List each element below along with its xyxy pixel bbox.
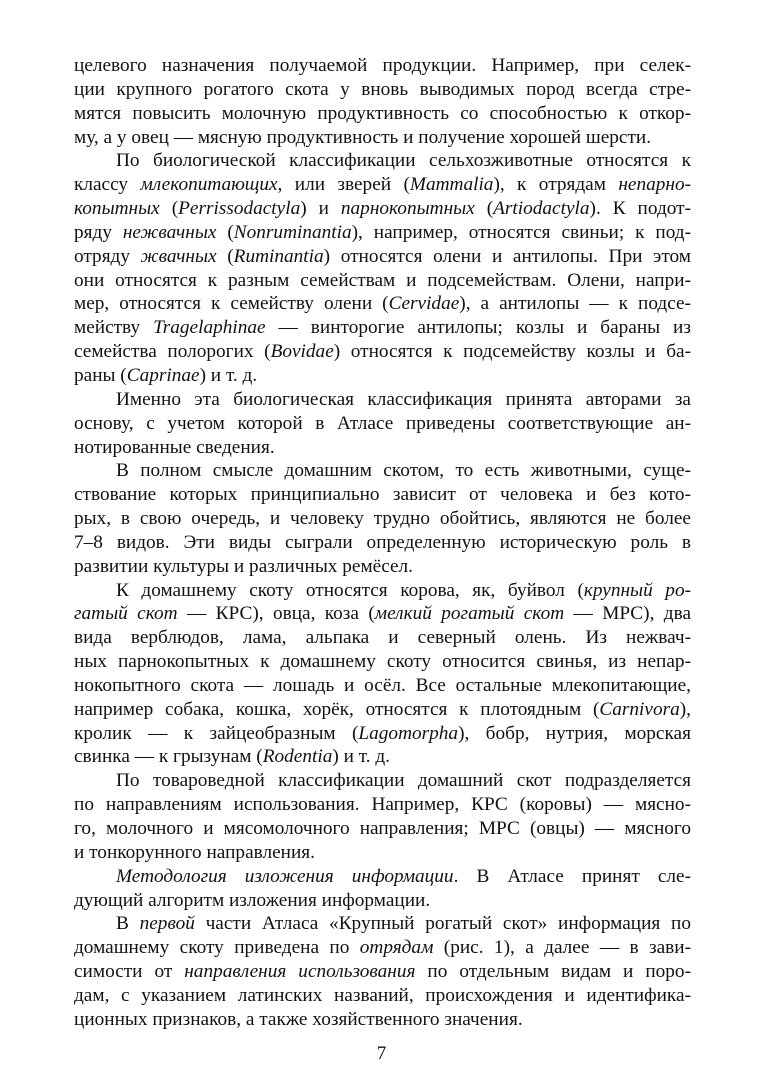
page-body: [74, 54, 691, 1032]
paragraph: [74, 579, 691, 770]
text-line: [74, 889, 691, 913]
text-run: ), бобр, нутрия, морская: [458, 722, 691, 744]
text-line: [74, 412, 691, 436]
text-line: [74, 221, 691, 245]
text-run: дующий алгоритм изложения информации.: [74, 889, 431, 911]
text-run: По биологической классификации сельхозживотные относятся к: [116, 150, 691, 172]
text-run: по отдельным видам и поро-: [415, 961, 691, 983]
text-run: — винторогие антилопы; козлы и бараны из: [265, 317, 691, 339]
text-line: [74, 865, 691, 889]
text-line: [74, 78, 691, 102]
italic-run: Rodentia: [262, 746, 333, 768]
text-line: [74, 483, 691, 507]
paragraph: [74, 388, 691, 460]
italic-run: Carnivora: [599, 698, 680, 720]
italic-run: направления использования: [184, 961, 416, 983]
text-run: части Атласа «Крупный рогатый скот» информация по: [194, 913, 691, 935]
text-run: (: [159, 198, 179, 220]
italic-run: жвачных: [140, 245, 217, 267]
italic-run: Artiodactyla: [493, 198, 590, 220]
italic-run: Bovidae: [270, 341, 334, 363]
text-run: ции крупного рогатого скота у вновь выводимых пород всегда стре-: [74, 78, 691, 100]
text-line: [74, 459, 691, 483]
text-line: [74, 340, 691, 364]
text-run: (: [216, 245, 234, 267]
italic-run: гатый скот: [74, 603, 178, 625]
text-run: 7–8 видов. Эти виды сыграли определенную историческую роль в: [74, 531, 691, 553]
text-run: ствование которых принципиально зависит от человека и без кото-: [74, 484, 691, 506]
text-run: ), а антилопы — к подсе-: [459, 293, 691, 315]
text-run: В: [116, 913, 140, 935]
text-line: [74, 102, 691, 126]
text-run: ) относятся олени и антилопы. При этом: [323, 245, 691, 267]
text-line: [74, 149, 691, 173]
text-run: симости от: [74, 961, 185, 983]
text-run: например собака, кошка, хорёк, относятся к плотоядным (: [74, 698, 600, 720]
text-line: [74, 126, 691, 150]
paragraph: [74, 912, 691, 1031]
text-run: мер, относятся к семейству олени (: [74, 293, 389, 315]
text-line: [74, 817, 691, 841]
text-line: [74, 269, 691, 293]
text-line: [74, 698, 691, 722]
text-line: [74, 984, 691, 1008]
text-run: ряду: [74, 221, 123, 243]
paragraph: [74, 54, 691, 149]
text-run: ) и т. д.: [332, 746, 390, 768]
text-run: классу: [74, 174, 141, 196]
italic-run: мелкий рогатый скот: [374, 603, 565, 625]
text-run: ) относятся к подсемейству козлы и ба-: [333, 341, 691, 363]
text-run: . В Атласе принят сле-: [453, 865, 691, 887]
text-run: кролик — к зайцеобразным (: [74, 722, 359, 744]
text-line: [74, 316, 691, 340]
text-run: дам, с указанием латинских названий, происхождения и идентифика-: [74, 984, 691, 1006]
text-line: [74, 1008, 691, 1032]
text-line: [74, 745, 691, 769]
text-run: свинка — к грызунам (: [74, 746, 263, 768]
text-line: [74, 54, 691, 78]
text-run: целевого назначения получаемой продукции. Например, при селек-: [74, 55, 691, 76]
text-run: ных парнокопытных к домашнему скоту относится свинья, из непар-: [74, 651, 691, 673]
text-line: [74, 173, 691, 197]
italic-run: копытных: [74, 198, 160, 220]
italic-run: парнокопытных: [340, 198, 475, 220]
text-run: нотированные сведения.: [74, 436, 275, 458]
text-run: му, а у овец — мясную продуктивность и получение хорошей шерсти.: [74, 126, 652, 148]
italic-run: Perrissodactyla: [178, 198, 301, 220]
text-line: [74, 555, 691, 579]
text-run: отряду: [74, 245, 141, 267]
paragraph: [74, 459, 691, 578]
text-run: (рис. 1), а далее — в зави-: [433, 937, 691, 959]
text-line: [74, 722, 691, 746]
text-run: ), например, относятся свиньи; к под-: [351, 221, 692, 243]
text-run: и тонкорунного направления.: [74, 841, 315, 863]
text-line: [74, 197, 691, 221]
text-line: [74, 960, 691, 984]
italic-run: Lagomorpha: [358, 722, 459, 744]
text-line: [74, 912, 691, 936]
italic-run: Методология изложения информации: [116, 865, 454, 887]
text-run: го, молочного и мясомолочного направления; МРС (овцы) — мясного: [74, 818, 691, 839]
text-line: [74, 579, 691, 603]
text-run: ). К подот-: [589, 198, 691, 220]
text-run: мейству: [74, 317, 154, 339]
text-run: они относятся к разным семействам и подсемействам. Олени, напри-: [74, 269, 691, 291]
text-run: ) и: [300, 198, 341, 220]
text-run: (: [216, 221, 234, 243]
text-run: , или зверей (: [277, 174, 410, 196]
italic-run: Tragelaphinae: [153, 317, 266, 339]
paragraph: [74, 149, 691, 387]
text-line: [74, 602, 691, 626]
italic-run: отрядам: [359, 937, 434, 959]
text-line: [74, 936, 691, 960]
text-line: [74, 292, 691, 316]
text-run: — МРС), два: [564, 603, 692, 625]
text-line: [74, 531, 691, 555]
text-line: [74, 793, 691, 817]
text-run: семейства полорогих (: [74, 341, 271, 363]
text-run: К домашнему скоту относятся корова, як, буйвол (: [116, 579, 584, 601]
italic-run: Cervidae: [388, 293, 460, 315]
text-line: [74, 245, 691, 269]
paragraph: [74, 865, 691, 913]
paragraph: [74, 769, 691, 864]
text-run: развитии культуры и различных ремёсел.: [74, 555, 413, 577]
text-line: [74, 769, 691, 793]
italic-run: непарно-: [618, 174, 691, 196]
text-run: ) и т. д.: [199, 364, 258, 386]
text-run: по направлениям использования. Например, КРС (коровы) — мясно-: [74, 794, 691, 816]
italic-run: крупный ро-: [583, 579, 692, 601]
text-run: (: [474, 198, 494, 220]
text-line: [74, 364, 691, 388]
page-number: 7: [376, 1043, 387, 1064]
text-run: В полном смысле домашним скотом, то есть животными, суще-: [116, 460, 691, 482]
italic-run: Ruminantia: [233, 245, 324, 267]
italic-run: Mammalia: [409, 174, 494, 196]
text-run: основу, с учетом которой в Атласе приведены соответствующие ан-: [74, 412, 691, 434]
text-run: раны (: [74, 364, 127, 386]
text-line: [74, 650, 691, 674]
text-run: рых, в свою очередь, и человеку трудно обойтись, являются не более: [74, 508, 691, 530]
text-run: ),: [679, 698, 691, 720]
text-run: По товароведной классификации домашний скот подразделяется: [116, 770, 691, 792]
italic-run: нежвачных: [122, 221, 217, 243]
italic-run: первой: [139, 913, 195, 935]
text-run: Именно эта биологическая классификация принята авторами за: [116, 388, 691, 410]
text-line: [74, 388, 691, 412]
text-line: [74, 674, 691, 698]
text-run: ционных признаков, а также хозяйственного значения.: [74, 1008, 523, 1030]
text-run: ), к отрядам: [493, 174, 619, 196]
italic-run: Caprinae: [126, 364, 200, 386]
italic-run: Nonruminantia: [233, 221, 352, 243]
text-line: [74, 626, 691, 650]
text-line: [74, 507, 691, 531]
italic-run: млекопитающих: [140, 174, 278, 196]
text-run: домашнему скоту приведена по: [74, 937, 360, 959]
text-line: [74, 436, 691, 460]
text-run: нокопытного скота — лошадь и осёл. Все остальные млекопитающие,: [74, 674, 691, 696]
text-run: — КРС), овца, коза (: [177, 603, 375, 625]
text-line: [74, 841, 691, 865]
text-run: мятся повысить молочную продуктивность со способностью к откор-: [74, 102, 691, 124]
text-run: вида верблюдов, лама, альпака и северный олень. Из нежвач-: [74, 627, 691, 649]
